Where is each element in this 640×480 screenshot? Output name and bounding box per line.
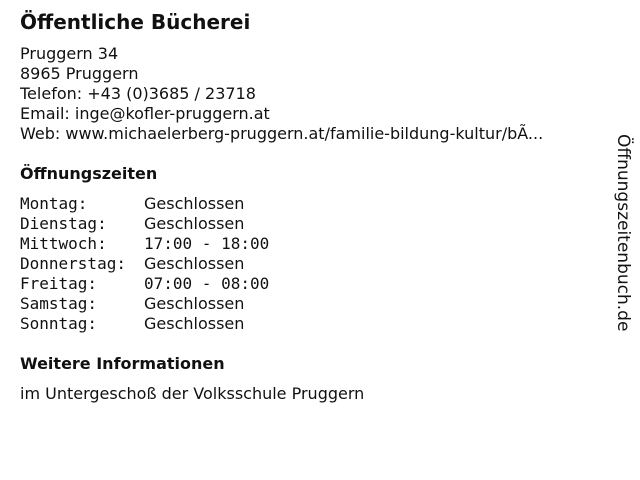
more-info-heading: Weitere Informationen (20, 354, 225, 373)
opening-hours-table (20, 194, 269, 334)
day-hours: Geschlossen (144, 314, 245, 333)
day-hours: 17:00 - 18:00 (144, 234, 270, 253)
day-label: Samstag: (20, 294, 98, 313)
day-label: Montag: (20, 194, 88, 213)
address-city: 8965 Pruggern (20, 64, 139, 83)
day-label: Dienstag: (20, 214, 107, 233)
day-label: Sonntag: (20, 314, 98, 333)
opening-hours-heading: Öffnungszeiten (20, 164, 158, 183)
page-title: Öffentliche Bücherei (20, 10, 251, 34)
hours-row-monday (20, 194, 269, 214)
email-line: Email: inge@kofler-pruggern.at (20, 104, 270, 123)
contact-block (20, 44, 605, 144)
day-label: Mittwoch: (20, 234, 107, 253)
day-label: Freitag: (20, 274, 98, 293)
hours-row-sunday (20, 314, 269, 334)
brand-watermark: Öffnungszeitenbuch.de (613, 134, 633, 332)
day-hours: Geschlossen (144, 214, 245, 233)
phone-line: Telefon: +43 (0)3685 / 23718 (20, 84, 256, 103)
day-hours: Geschlossen (144, 194, 245, 213)
day-hours: Geschlossen (144, 254, 245, 273)
hours-row-wednesday (20, 234, 269, 254)
hours-row-friday (20, 274, 269, 294)
more-info-text: im Untergeschoß der Volksschule Pruggern (20, 384, 365, 403)
hours-row-saturday (20, 294, 269, 314)
day-hours: 07:00 - 08:00 (144, 274, 270, 293)
hours-row-thursday (20, 254, 269, 274)
hours-row-tuesday (20, 214, 269, 234)
day-label: Donnerstag: (20, 254, 126, 273)
address-street: Pruggern 34 (20, 44, 119, 63)
web-line: Web: www.michaelerberg-pruggern.at/familie-bildung-kultur/bÃ... (20, 124, 544, 143)
day-hours: Geschlossen (144, 294, 245, 313)
